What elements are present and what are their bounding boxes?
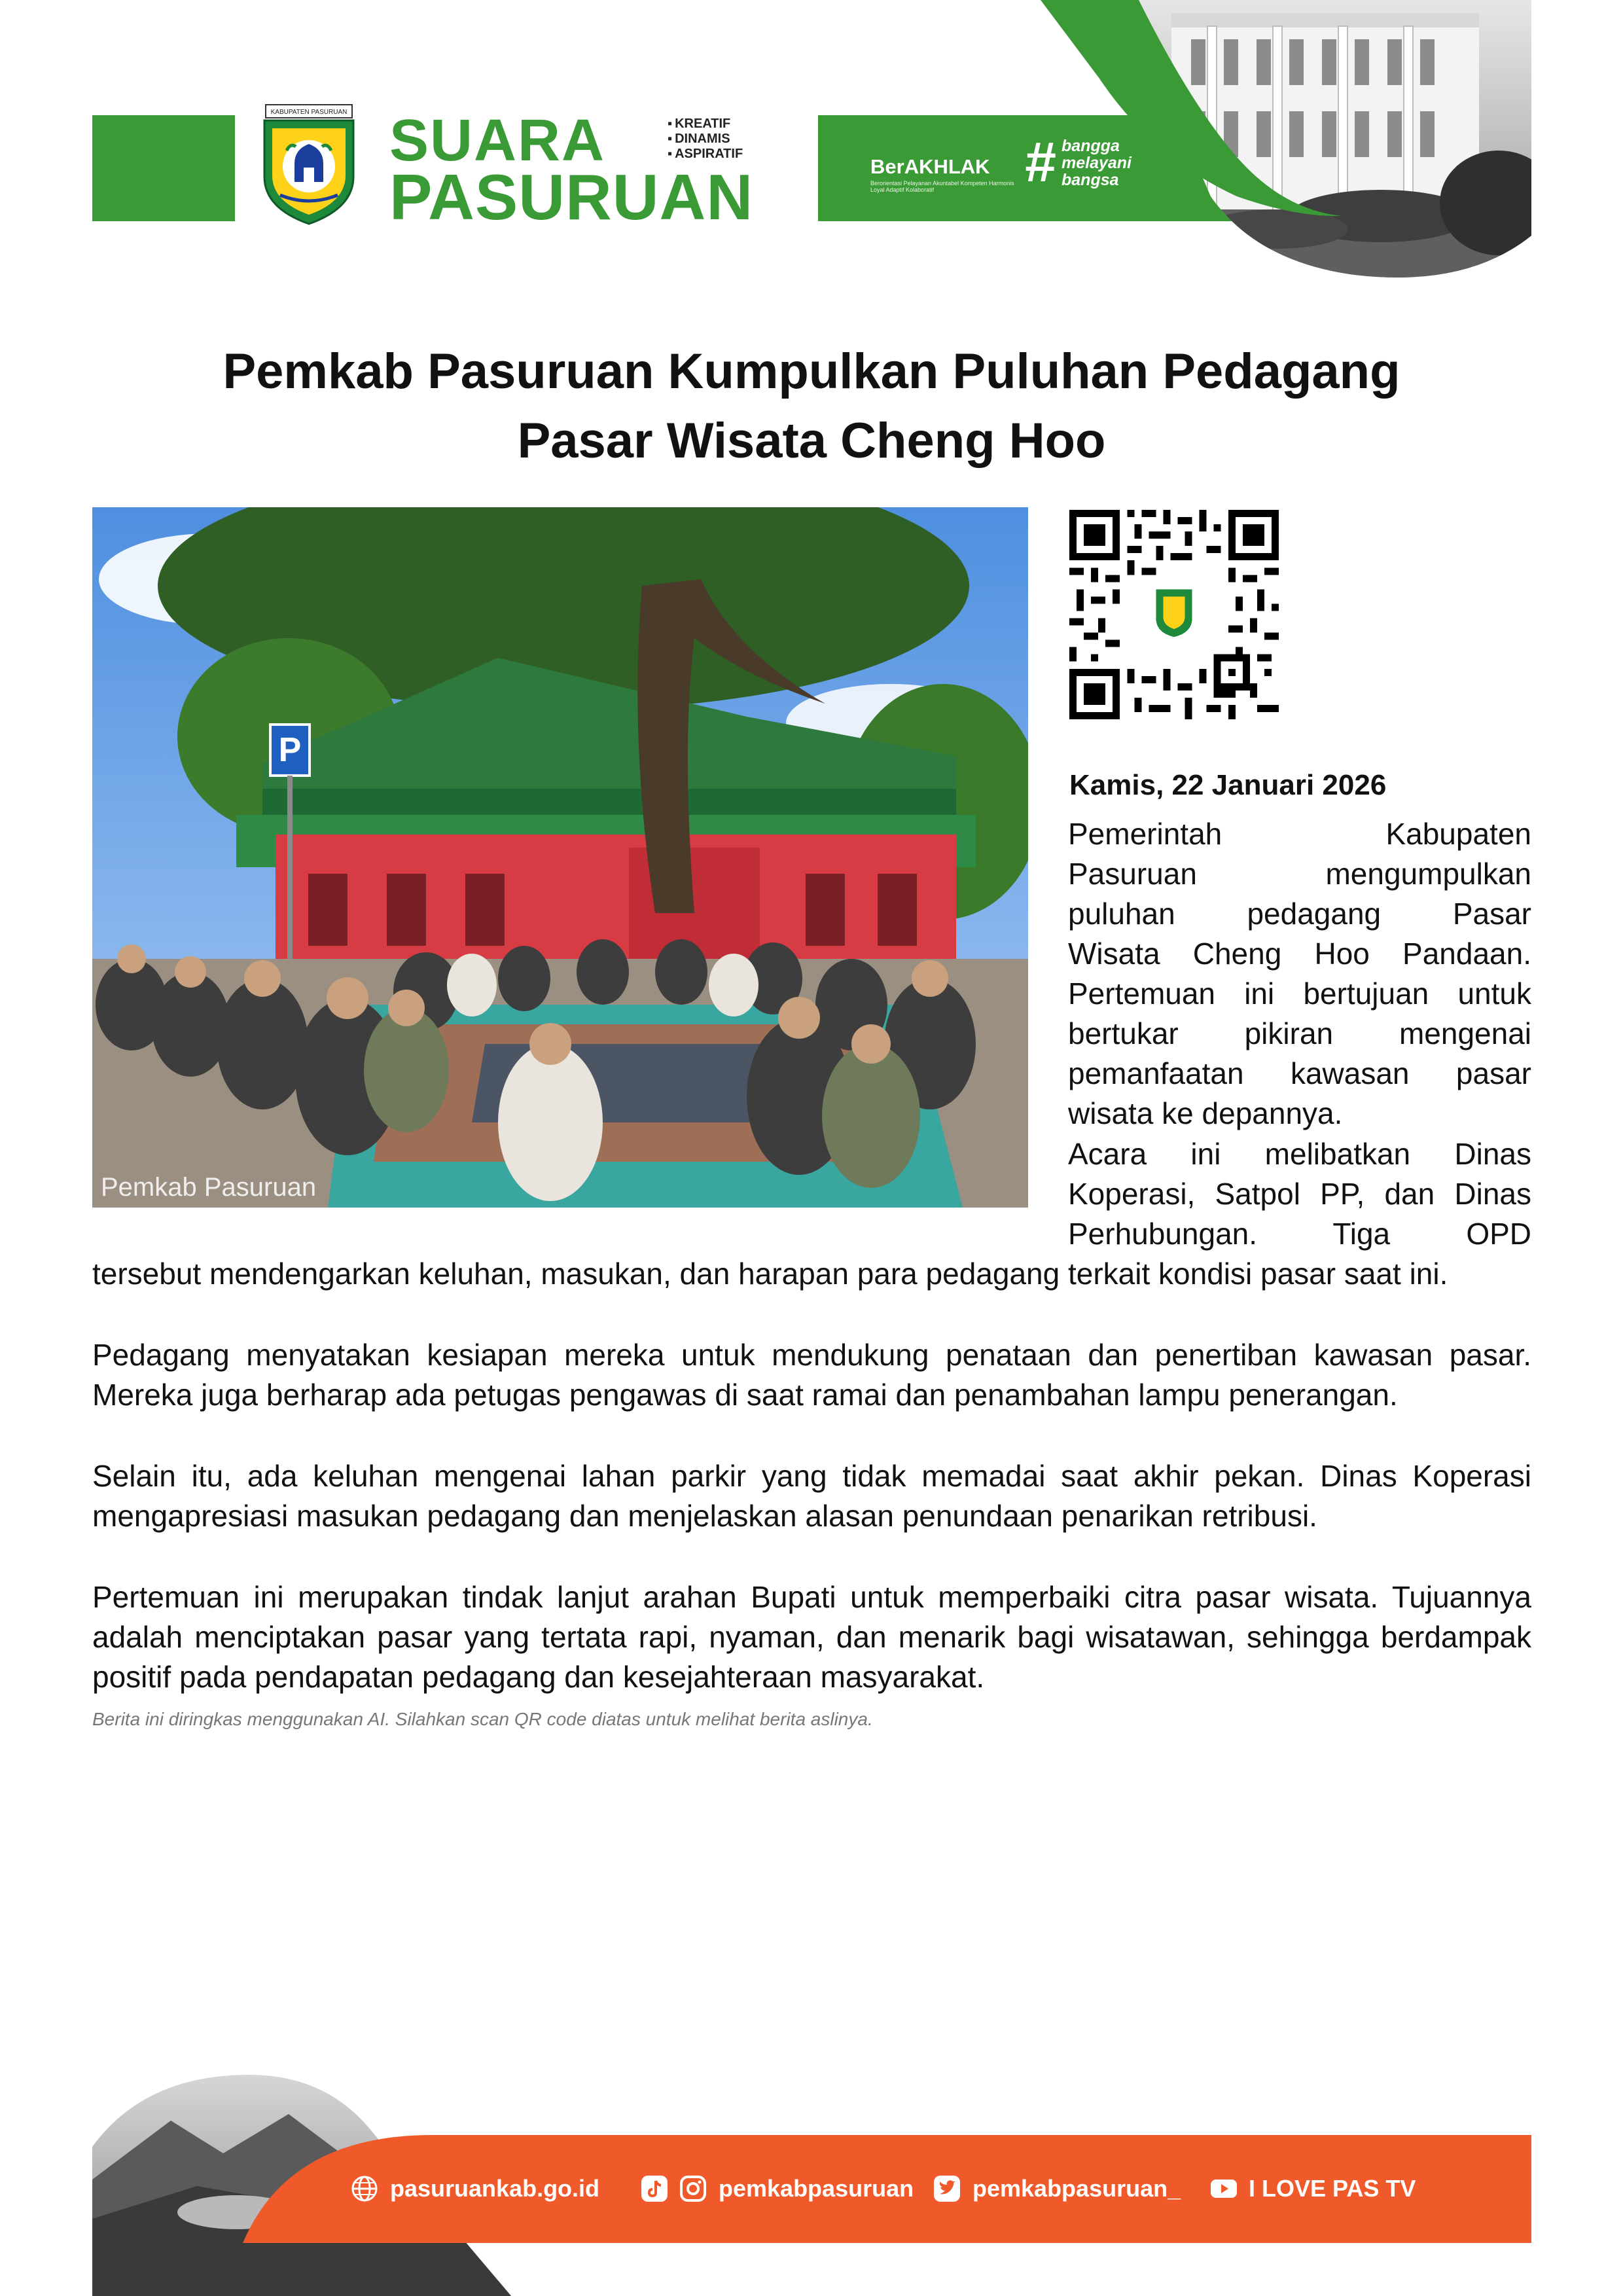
article-title-line-2: Pasar Wisata Cheng Hoo — [517, 413, 1106, 469]
article-col-line: Pertemuan ini bertujuan untuk — [1068, 977, 1531, 1011]
globe-icon — [350, 2174, 379, 2203]
twitter-icon[interactable] — [933, 2174, 961, 2203]
article-col-line: wisata ke depannya. — [1068, 1096, 1343, 1130]
article-title-line-1: Pemkab Pasuruan Kumpulkan Puluhan Pedagang — [223, 344, 1400, 399]
footer-twitter-handle[interactable]: pemkabpasuruan_ — [972, 2175, 1181, 2202]
brand-title-suara: SUARA — [389, 108, 606, 173]
berakhlak-subtitle: Berorientasi Pelayanan Akuntabel Kompeten Harmonis Loyal Adaptif Kolaboratif — [870, 180, 1014, 193]
footer-youtube-channel[interactable]: I LOVE PAS TV — [1249, 2175, 1416, 2202]
berakhlak-logo-text: BerAKHLAK — [870, 155, 990, 178]
article-date: Kamis, 22 Januari 2026 — [1069, 769, 1387, 801]
article-col-line: Pemerintah Kabupaten — [1068, 817, 1531, 851]
kabupaten-pasuruan-crest-logo — [260, 103, 357, 225]
article-paragraph-5: Pertemuan ini merupakan tindak lanjut arahan Bupati untuk memperbaiki citra pasar wisata. Tujuannya adalah menciptakan pasar yang tertata rapi, nyaman, dan menarik bagi wisatawan, sehingga berdampak positif pada pendapatan pedagang dan kesejahteraan masyarakat. — [92, 1580, 1531, 1694]
article-col-line: pemanfaatan kawasan pasar — [1068, 1056, 1531, 1090]
article-col-line: Koperasi, Satpol PP, dan Dinas — [1068, 1177, 1531, 1211]
tiktok-icon[interactable] — [640, 2174, 669, 2203]
tagline-dinamis: ▪ DINAMIS — [668, 132, 730, 146]
qr-code[interactable] — [1069, 510, 1279, 719]
svg-text:P: P — [278, 731, 302, 769]
article-paragraph-4: Selain itu, ada keluhan mengenai lahan parkir yang tidak memadai saat akhir pekan. Dinas Koperasi mengapresiasi masukan pedagang dan menjelaskan alasan penundaan penarikan retribusi. — [92, 1459, 1531, 1533]
youtube-icon[interactable] — [1209, 2174, 1238, 2203]
tagline-aspiratif: ▪ ASPIRATIF — [668, 147, 743, 161]
tagline-kreatif: ▪ KREATIF — [668, 117, 730, 131]
svg-text:KABUPATEN PASURUAN: KABUPATEN PASURUAN — [270, 109, 348, 116]
bangga-line-3: bangsa — [1061, 171, 1119, 189]
ai-disclaimer: Berita ini diringkas menggunakan AI. Silahkan scan QR code diatas untuk melihat berita aslinya. — [92, 1709, 873, 1729]
article-paragraph-2-rest: tersebut mendengarkan keluhan, masukan, dan harapan para pedagang terkait kondisi pasar saat ini. — [92, 1257, 1448, 1291]
hashtag-icon: # — [1024, 131, 1056, 194]
photo-credit: Pemkab Pasuruan — [101, 1173, 317, 1202]
article-col-line: Pasuruan mengumpulkan — [1068, 857, 1531, 891]
footer-instagram-handle[interactable]: pemkabpasuruan — [719, 2175, 914, 2202]
article-col-line: bertukar pikiran mengenai — [1068, 1016, 1531, 1050]
instagram-icon[interactable] — [679, 2174, 707, 2203]
bangga-line-2: melayani — [1061, 154, 1132, 172]
article-paragraph-3: Pedagang menyatakan kesiapan mereka untuk mendukung penataan dan penertiban kawasan pasar. Mereka juga berharap ada petugas pengawas di saat ramai dan penambahan lampu penerangan. — [92, 1338, 1531, 1412]
footer-website-link[interactable]: pasuruankab.go.id — [390, 2175, 600, 2202]
article-photo — [92, 507, 1028, 1208]
article-col-line: Perhubungan. Tiga OPD — [1068, 1217, 1531, 1251]
header-green-bar-left — [92, 115, 235, 221]
bangga-line-1: bangga — [1061, 137, 1120, 155]
brand-title-pasuruan: PASURUAN — [389, 161, 754, 233]
article-col-line: puluhan pedagang Pasar — [1068, 897, 1531, 931]
article-col-line: Wisata Cheng Hoo Pandaan. — [1068, 937, 1531, 971]
article-title — [131, 337, 1492, 476]
article-col-line: Acara ini melibatkan Dinas — [1068, 1137, 1531, 1171]
